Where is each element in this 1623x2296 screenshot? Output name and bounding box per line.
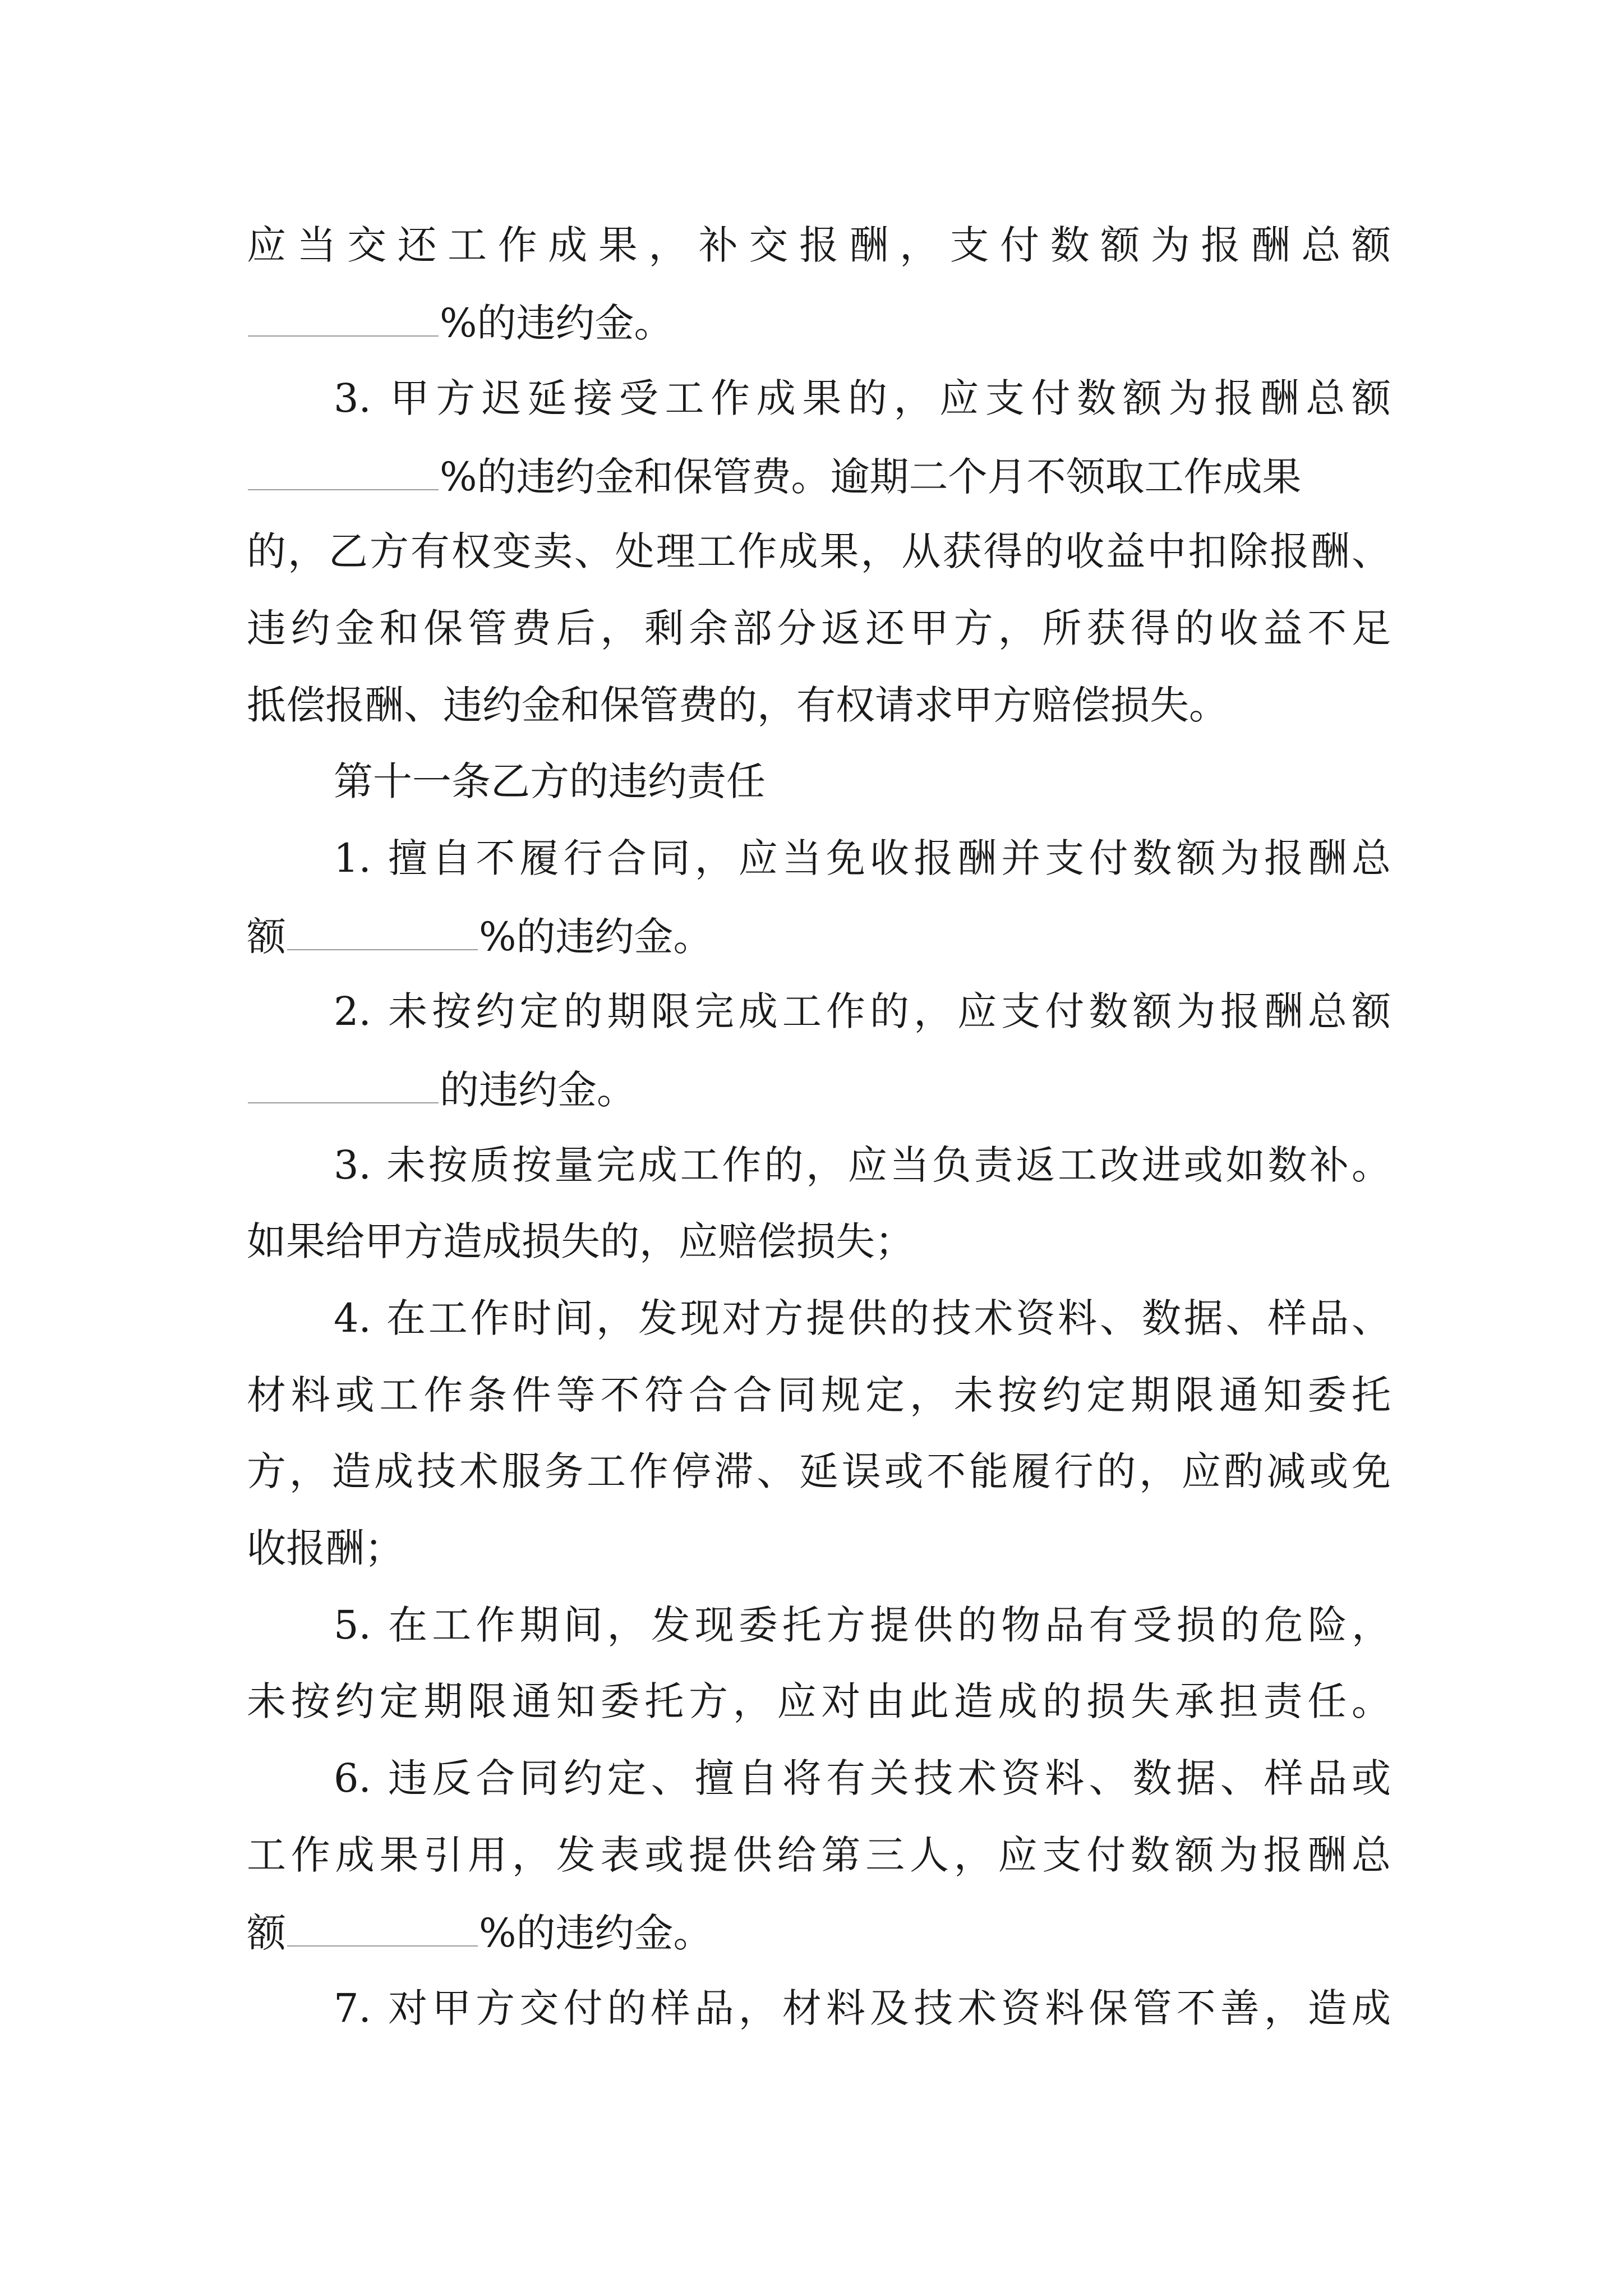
- clause-3-line: [334, 1134, 1391, 1196]
- line-text: 7. 对甲方交付的样品，材料及技术资料保管不善，造成: [334, 1985, 1391, 2031]
- line-text: 收报酬；: [247, 1525, 404, 1571]
- text-line: [247, 291, 1391, 352]
- line-text: 1. 擅自不履行合同，应当免收报酬并支付数额为报酬总: [334, 835, 1391, 881]
- text-line: [247, 1901, 1391, 1962]
- line-text: 3. 甲方迟延接受工作成果的，应支付数额为报酬总额: [334, 375, 1391, 421]
- text-line: [247, 1517, 1391, 1579]
- text-line: [247, 1364, 1391, 1426]
- text-line: [247, 1441, 1391, 1502]
- fill-in-blank: [248, 1057, 439, 1103]
- line-text: 工作成果引用，发表或提供给第三人，应支付数额为报酬总: [247, 1832, 1391, 1878]
- line-text: 额: [247, 1910, 286, 1956]
- clause-5-line: [334, 1594, 1391, 1656]
- clause-7-line: [334, 1977, 1391, 2039]
- clause-3-line: [334, 367, 1391, 429]
- text-line: [247, 904, 1391, 966]
- clause-6-line: [334, 1747, 1391, 1809]
- line-text: 抵偿报酬、违约金和保管费的，有权请求甲方赔偿损失。: [247, 682, 1228, 728]
- text-line: [247, 1057, 1391, 1119]
- line-text: %的违约金。: [440, 300, 674, 346]
- line-text: 应当交还工作成果，补交报酬，支付数额为报酬总额: [247, 222, 1391, 268]
- text-line: [247, 1671, 1391, 1732]
- line-text: 3. 未按质按量完成工作的，应当负责返工改进或如数补。: [334, 1142, 1391, 1188]
- fill-in-blank: [287, 1901, 478, 1947]
- line-text: 2. 未按约定的期限完成工作的，应支付数额为报酬总额: [334, 988, 1391, 1034]
- fill-in-blank: [287, 904, 478, 950]
- text-line: [247, 1211, 1391, 1272]
- line-text: 方，造成技术服务工作停滞、延误或不能履行的，应酌减或免: [247, 1448, 1391, 1494]
- line-text: 未按约定期限通知委托方，应对由此造成的损失承担责任。: [247, 1678, 1391, 1724]
- clause-1-line: [334, 827, 1391, 889]
- line-text: 额: [247, 914, 286, 960]
- line-text: 5. 在工作期间，发现委托方提供的物品有受损的危险，: [334, 1602, 1391, 1648]
- line-text: 6. 违反合同约定、擅自将有关技术资料、数据、样品或: [334, 1755, 1391, 1801]
- fill-in-blank: [248, 444, 439, 490]
- clause-4-line: [334, 1287, 1391, 1349]
- line-text: 4. 在工作时间，发现对方提供的技术资料、数据、样品、: [334, 1295, 1391, 1341]
- line-text: 的，乙方有权变卖、处理工作成果，从获得的收益中扣除报酬、: [247, 528, 1391, 574]
- text-line: [247, 444, 1391, 506]
- text-line: [247, 214, 1391, 276]
- text-line: [247, 597, 1391, 659]
- text-line: [247, 1824, 1391, 1886]
- line-text: %的违约金和保管费。逾期二个月不领取工作成果: [440, 454, 1302, 500]
- line-text: 材料或工作条件等不符合合同规定，未按约定期限通知委托: [247, 1372, 1391, 1418]
- line-text: 的违约金。: [440, 1067, 636, 1113]
- line-text: %的违约金。: [479, 914, 713, 960]
- line-text: %的违约金。: [479, 1910, 713, 1956]
- line-text: 违约金和保管费后，剩余部分返还甲方，所获得的收益不足: [247, 605, 1391, 651]
- text-line: [247, 521, 1391, 582]
- section-heading: [334, 751, 1391, 812]
- text-line: [247, 674, 1391, 736]
- fill-in-blank: [248, 291, 439, 337]
- line-text: 如果给甲方造成损失的，应赔偿损失；: [247, 1218, 914, 1264]
- clause-2-line: [334, 981, 1391, 1042]
- heading-text: 第十一条乙方的违约责任: [334, 758, 766, 804]
